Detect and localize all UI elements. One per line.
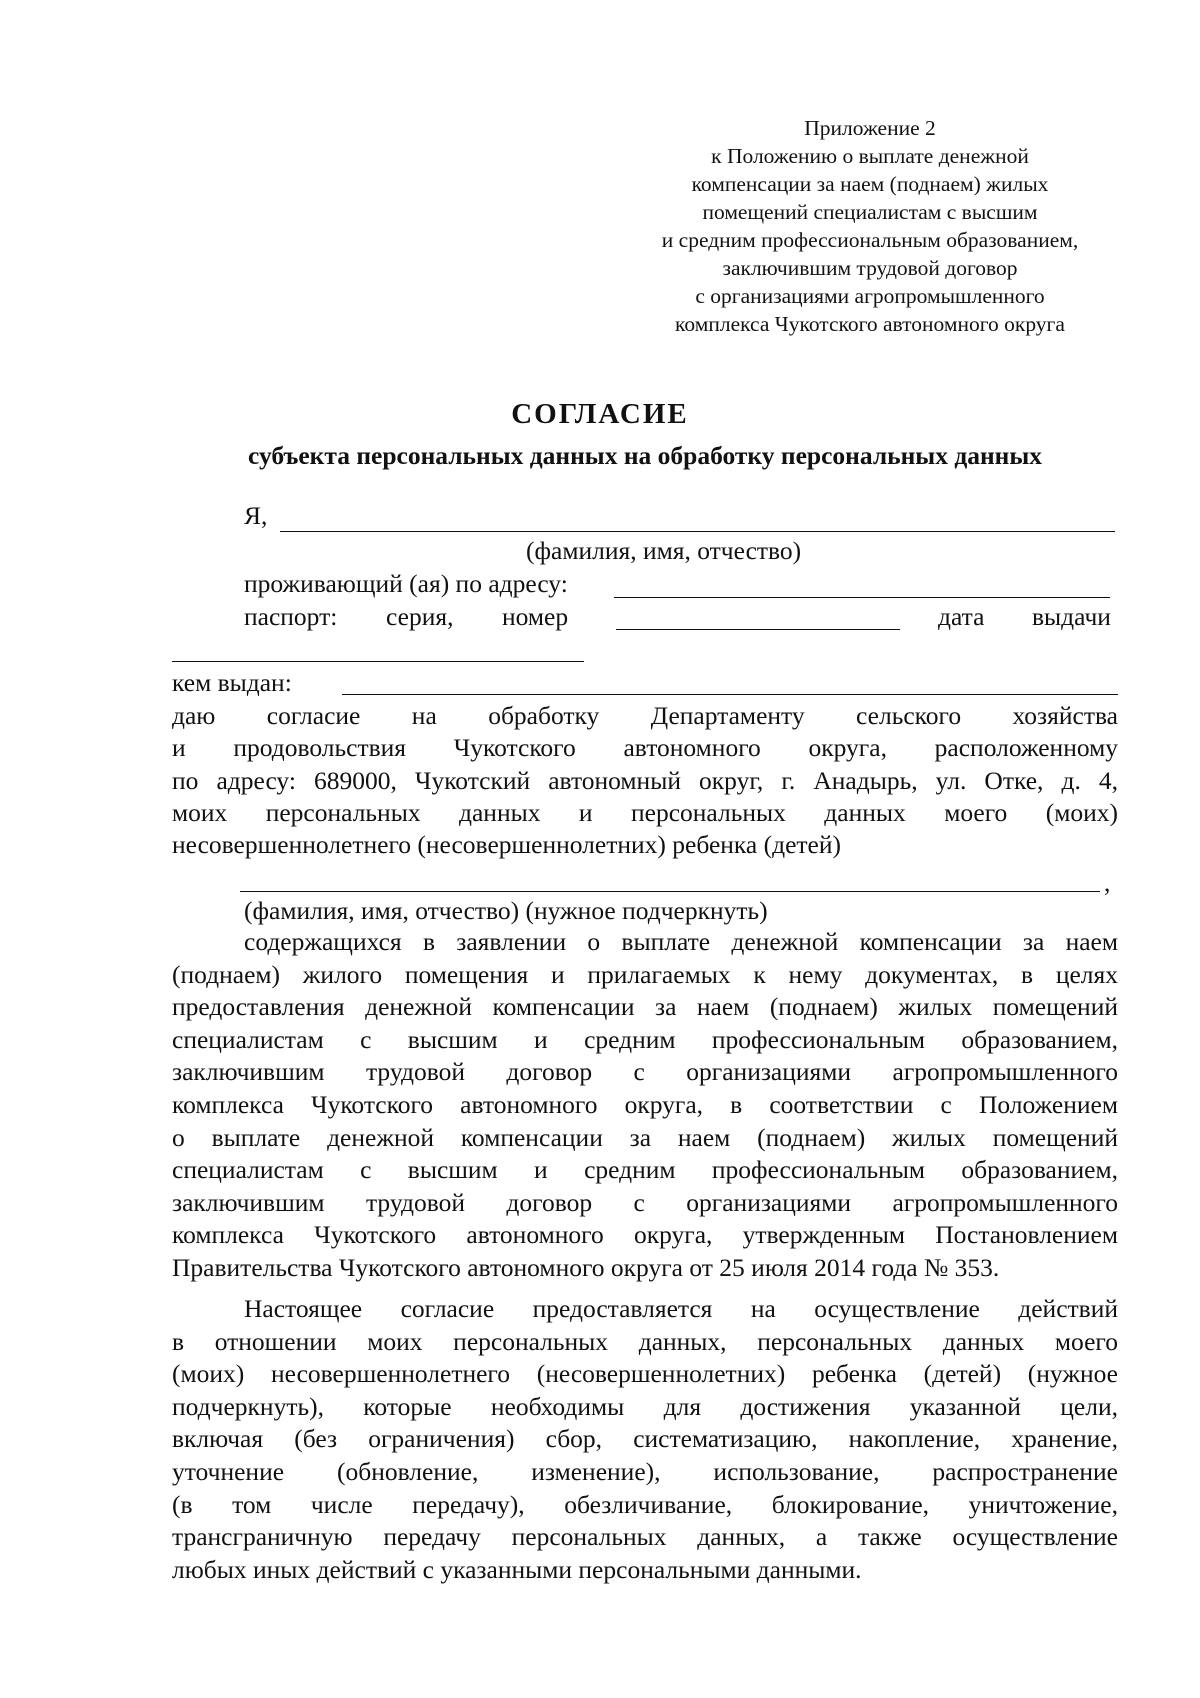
- paragraph-line: предоставления денежной компенсации за наем (поднаем) жилых помещений: [172, 992, 1118, 1022]
- consent-line: по адресу: 689000, Чукотский автономный округ, г. Анадырь, ул. Отке, д. 4,: [172, 766, 1118, 795]
- issued-by-blank-line[interactable]: [342, 694, 1118, 695]
- fio-caption: (фамилия, имя, отчество): [526, 536, 802, 565]
- actions-paragraph: [172, 1293, 1118, 1586]
- passport-series-label: серия,: [386, 602, 454, 631]
- paragraph-line: (поднаем) жилого помещения и прилагаемых к нему документах, в целях: [172, 959, 1118, 989]
- issue-date-blank-line[interactable]: [172, 661, 584, 662]
- consent-line: даю согласие на обработку Департаменту сельского хозяйства: [172, 701, 1118, 730]
- ya-label: Я,: [244, 501, 268, 530]
- annex-line: Приложение 2: [804, 116, 936, 140]
- paragraph-line: трансграничную передачу персональных данных, а также осуществление: [172, 1522, 1118, 1552]
- annex-header: [610, 114, 1130, 338]
- passport-label: паспорт:: [244, 602, 338, 631]
- paragraph-line: заключившим трудовой договор с организациями агропромышленного: [172, 1187, 1118, 1217]
- paragraph-line: о выплате денежной компенсации за наем (поднаем) жилых помещений: [172, 1122, 1118, 1152]
- paragraph-line: Настоящее согласие предоставляется на осуществление действий: [244, 1294, 1118, 1323]
- annex-line: заключившим трудовой договор: [722, 256, 1018, 280]
- paragraph-line: уточнение (обновление, изменение), использование, распространение: [172, 1456, 1118, 1486]
- child-fio-caption: (фамилия, имя, отчество) (нужное подчеркнуть): [244, 896, 768, 925]
- paragraph-line: любых иных действий с указанными персональными данными.: [172, 1554, 862, 1584]
- consent-line: и продовольствия Чукотского автономного округа, расположенному: [172, 733, 1118, 762]
- paragraph-line: заключившим трудовой договор с организациями агропромышленного: [172, 1057, 1118, 1087]
- paragraph-line: подчеркнуть), которые необходимы для достижения указанной цели,: [172, 1391, 1118, 1421]
- passport-number-label: номер: [502, 602, 569, 631]
- address-blank-line[interactable]: [614, 597, 1110, 598]
- issue-date-label: дата: [938, 602, 985, 631]
- purpose-paragraph: [172, 926, 1118, 1285]
- fio-blank-line[interactable]: [280, 531, 1115, 532]
- consent-line: моих персональных данных и персональных данных моего (моих): [172, 798, 1118, 827]
- paragraph-line: содержащихся в заявлении о выплате денежной компенсации за наем: [244, 927, 1118, 956]
- paragraph-line: специалистам с высшим и средним профессиональным образованием,: [172, 1155, 1118, 1185]
- issue-date-label-2: выдачи: [1032, 602, 1111, 631]
- annex-line: компенсации за наем (поднаем) жилых: [691, 172, 1049, 196]
- child-fio-blank-line[interactable]: [240, 891, 1100, 892]
- address-label: проживающий (ая) по адресу:: [244, 569, 568, 598]
- annex-line: и средним профессиональным образованием,: [661, 228, 1079, 252]
- paragraph-line: комплекса Чукотского автономного округа, в соответствии с Положением: [172, 1089, 1118, 1119]
- annex-line: помещений специалистам с высшим: [702, 200, 1038, 224]
- paragraph-line: в отношении моих персональных данных, персональных данных моего: [172, 1326, 1118, 1356]
- paragraph-line: специалистам с высшим и средним профессиональным образованием,: [172, 1024, 1118, 1054]
- paragraph-line: комплекса Чукотского автономного округа, утвержденным Постановлением: [172, 1220, 1118, 1250]
- paragraph-line: Правительства Чукотского автономного округа от 25 июля 2014 года № 353.: [172, 1252, 1000, 1282]
- annex-line: с организациями агропромышленного: [695, 284, 1045, 308]
- issued-by-label: кем выдан:: [172, 668, 292, 697]
- document-title: СОГЛАСИЕ: [511, 398, 689, 430]
- paragraph-line: (моих) несовершеннолетнего (несовершеннолетних) ребенка (детей) (нужное: [172, 1359, 1118, 1389]
- annex-line: к Положению о выплате денежной: [711, 144, 1029, 168]
- paragraph-line: (в том числе передачу), обезличивание, блокирование, уничтожение,: [172, 1489, 1118, 1519]
- passport-number-blank-line[interactable]: [616, 629, 900, 630]
- annex-line: комплекса Чукотского автономного округа: [675, 312, 1065, 336]
- child-fio-comma: ,: [1104, 868, 1111, 897]
- consent-line: несовершеннолетнего (несовершеннолетних) ребенка (детей): [172, 830, 842, 859]
- paragraph-line: включая (без ограничения) сбор, систематизацию, накопление, хранение,: [172, 1424, 1118, 1454]
- document-subtitle: субъекта персональных данных на обработку персональных данных: [247, 441, 1043, 470]
